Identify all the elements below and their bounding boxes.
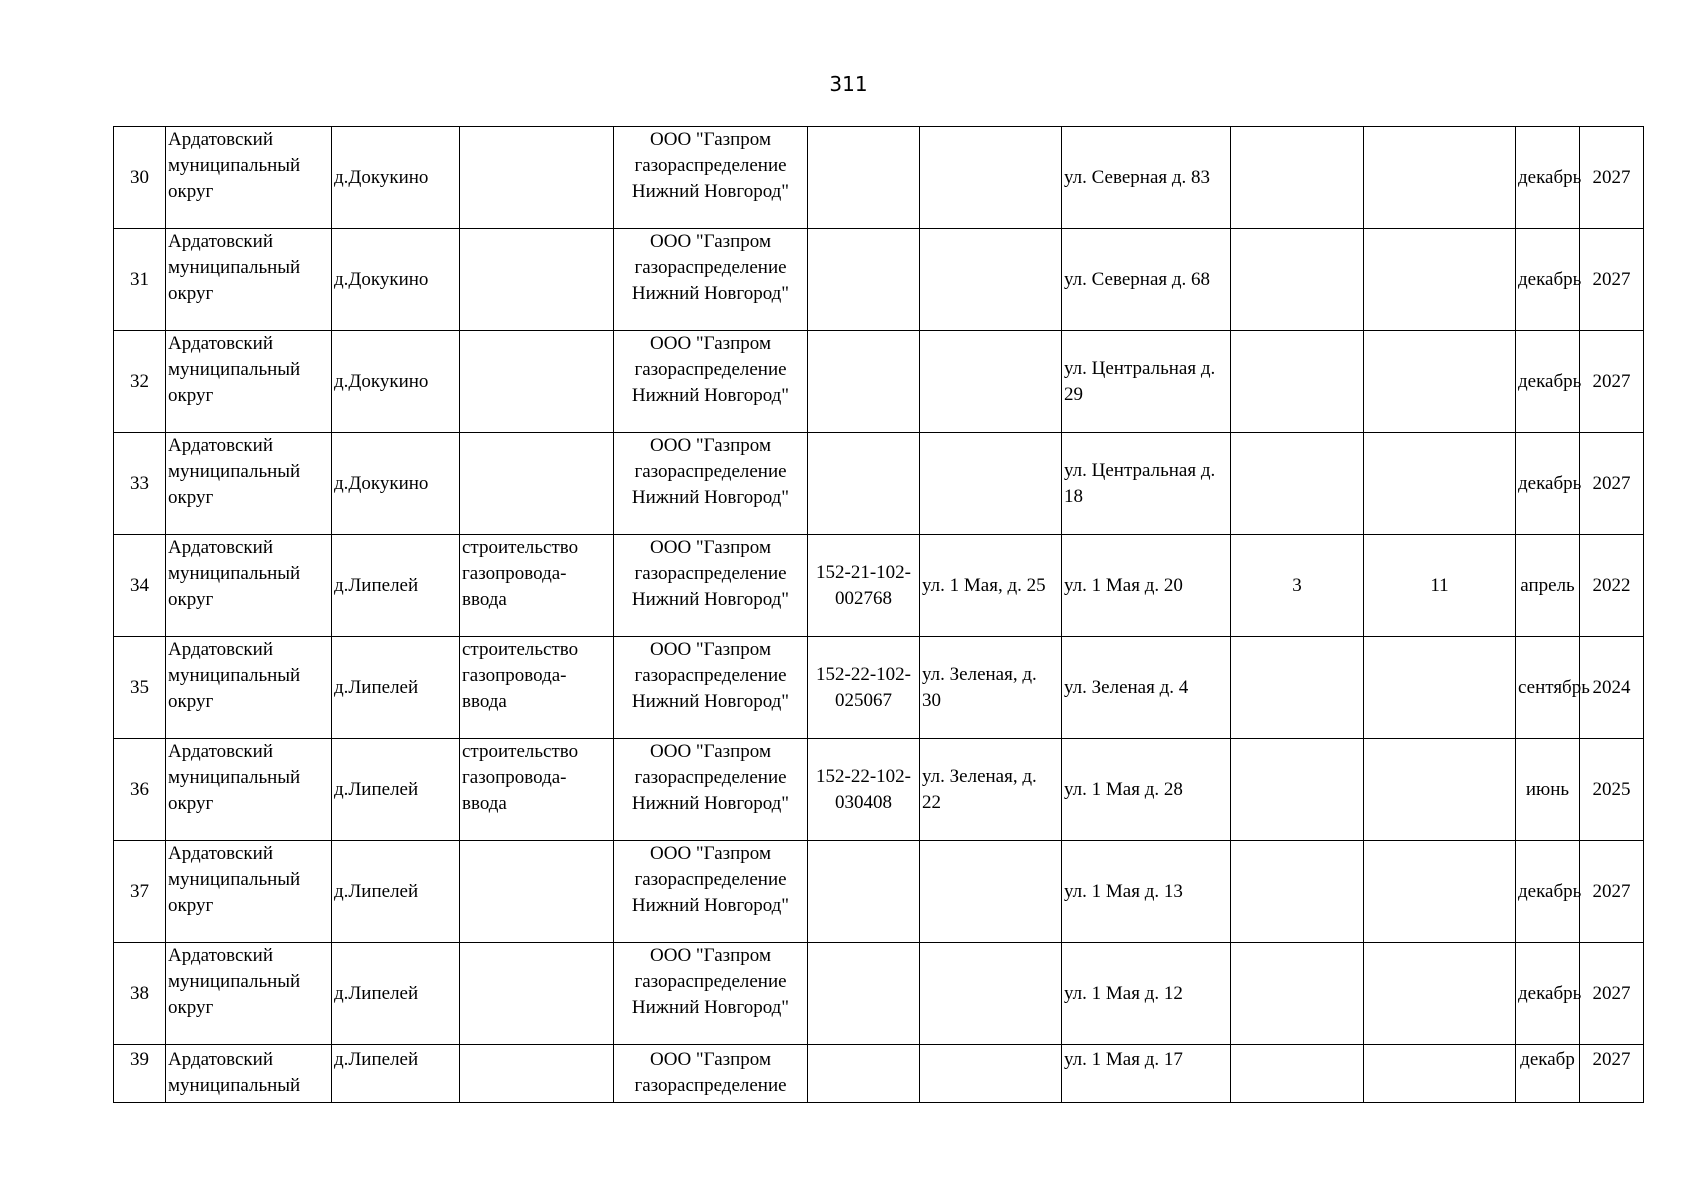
table-row xyxy=(114,229,1644,331)
organization-cell: ООО "Газпром газораспределение Нижний Новгород" xyxy=(614,943,808,1045)
quantity-1-cell xyxy=(1231,229,1364,331)
row-number: 32 xyxy=(114,331,166,433)
work-type-cell xyxy=(460,1045,614,1103)
settlement-cell: д.Липелей xyxy=(332,637,460,739)
address-to-cell: ул. Центральная д. 29 xyxy=(1062,331,1231,433)
object-code-cell xyxy=(808,331,920,433)
municipality-cell: Ардатовский муниципальный округ xyxy=(166,637,332,739)
quantity-1-cell xyxy=(1231,943,1364,1045)
row-number: 37 xyxy=(114,841,166,943)
month-cell: декабрь xyxy=(1516,943,1580,1045)
quantity-2-cell xyxy=(1364,229,1516,331)
address-from-cell: ул. 1 Мая, д. 25 xyxy=(920,535,1062,637)
municipality-cell: Ардатовский муниципальный округ xyxy=(166,535,332,637)
row-number: 30 xyxy=(114,127,166,229)
year-cell: 2027 xyxy=(1580,229,1644,331)
quantity-2-cell xyxy=(1364,739,1516,841)
table-row xyxy=(114,637,1644,739)
month-cell: декабрь xyxy=(1516,127,1580,229)
organization-cell: ООО "Газпром газораспределение xyxy=(614,1045,808,1103)
quantity-1-cell xyxy=(1231,1045,1364,1103)
month-cell: декабрь xyxy=(1516,841,1580,943)
page-number: 311 xyxy=(829,72,868,96)
year-cell: 2024 xyxy=(1580,637,1644,739)
quantity-1-cell xyxy=(1231,433,1364,535)
quantity-2-cell xyxy=(1364,127,1516,229)
table-row xyxy=(114,841,1644,943)
quantity-2-cell xyxy=(1364,331,1516,433)
municipality-cell: Ардатовский муниципальный округ xyxy=(166,943,332,1045)
row-number: 36 xyxy=(114,739,166,841)
quantity-2-cell xyxy=(1364,1045,1516,1103)
month-cell: декабрь xyxy=(1516,229,1580,331)
work-type-cell xyxy=(460,229,614,331)
object-code-cell xyxy=(808,943,920,1045)
year-cell: 2027 xyxy=(1580,127,1644,229)
table-row xyxy=(114,943,1644,1045)
settlement-cell: д.Липелей xyxy=(332,535,460,637)
organization-cell: ООО "Газпром газораспределение Нижний Новгород" xyxy=(614,841,808,943)
address-to-cell: ул. 1 Мая д. 12 xyxy=(1062,943,1231,1045)
row-number: 35 xyxy=(114,637,166,739)
municipality-cell: Ардатовский муниципальный округ xyxy=(166,739,332,841)
address-from-cell xyxy=(920,943,1062,1045)
address-to-cell: ул. 1 Мая д. 13 xyxy=(1062,841,1231,943)
month-cell: сентябрь xyxy=(1516,637,1580,739)
object-code-cell: 152-21-102-002768 xyxy=(808,535,920,637)
settlement-cell: д.Докукино xyxy=(332,433,460,535)
object-code-cell: 152-22-102-030408 xyxy=(808,739,920,841)
table-row xyxy=(114,739,1644,841)
address-from-cell xyxy=(920,331,1062,433)
municipality-cell: Ардатовский муниципальный округ xyxy=(166,229,332,331)
year-cell: 2027 xyxy=(1580,1045,1644,1103)
municipality-cell: Ардатовский муниципальный округ xyxy=(166,127,332,229)
organization-cell: ООО "Газпром газораспределение Нижний Новгород" xyxy=(614,637,808,739)
quantity-2-cell xyxy=(1364,943,1516,1045)
municipality-cell: Ардатовский муниципальный округ xyxy=(166,433,332,535)
municipality-cell: Ардатовский муниципальный округ xyxy=(166,841,332,943)
work-type-cell: строительство газопровода-ввода xyxy=(460,637,614,739)
organization-cell: ООО "Газпром газораспределение Нижний Новгород" xyxy=(614,127,808,229)
address-to-cell: ул. Зеленая д. 4 xyxy=(1062,637,1231,739)
month-cell: декабр xyxy=(1516,1045,1580,1103)
quantity-1-cell xyxy=(1231,841,1364,943)
table-row xyxy=(114,1045,1644,1103)
year-cell: 2027 xyxy=(1580,331,1644,433)
quantity-2-cell xyxy=(1364,637,1516,739)
gasification-table xyxy=(113,126,1644,1103)
settlement-cell: д.Докукино xyxy=(332,229,460,331)
year-cell: 2025 xyxy=(1580,739,1644,841)
address-from-cell xyxy=(920,841,1062,943)
organization-cell: ООО "Газпром газораспределение Нижний Новгород" xyxy=(614,433,808,535)
organization-cell: ООО "Газпром газораспределение Нижний Новгород" xyxy=(614,331,808,433)
address-to-cell: ул. 1 Мая д. 20 xyxy=(1062,535,1231,637)
quantity-2-cell xyxy=(1364,841,1516,943)
address-from-cell: ул. Зеленая, д. 22 xyxy=(920,739,1062,841)
table-row xyxy=(114,127,1644,229)
table-row xyxy=(114,331,1644,433)
work-type-cell xyxy=(460,841,614,943)
year-cell: 2022 xyxy=(1580,535,1644,637)
quantity-2-cell: 11 xyxy=(1364,535,1516,637)
quantity-1-cell xyxy=(1231,739,1364,841)
municipality-cell: Ардатовский муниципальный округ xyxy=(166,331,332,433)
month-cell: апрель xyxy=(1516,535,1580,637)
table-body xyxy=(114,127,1644,1103)
quantity-1-cell xyxy=(1231,637,1364,739)
quantity-2-cell xyxy=(1364,433,1516,535)
year-cell: 2027 xyxy=(1580,841,1644,943)
row-number: 34 xyxy=(114,535,166,637)
quantity-1-cell xyxy=(1231,127,1364,229)
address-to-cell: ул. Северная д. 68 xyxy=(1062,229,1231,331)
settlement-cell: д.Докукино xyxy=(332,331,460,433)
table-row xyxy=(114,433,1644,535)
row-number: 31 xyxy=(114,229,166,331)
address-from-cell xyxy=(920,433,1062,535)
object-code-cell xyxy=(808,127,920,229)
settlement-cell: д.Докукино xyxy=(332,127,460,229)
month-cell: декабрь xyxy=(1516,433,1580,535)
object-code-cell: 152-22-102-025067 xyxy=(808,637,920,739)
object-code-cell xyxy=(808,1045,920,1103)
address-from-cell xyxy=(920,1045,1062,1103)
year-cell: 2027 xyxy=(1580,943,1644,1045)
work-type-cell xyxy=(460,331,614,433)
table-row xyxy=(114,535,1644,637)
month-cell: июнь xyxy=(1516,739,1580,841)
organization-cell: ООО "Газпром газораспределение Нижний Новгород" xyxy=(614,229,808,331)
row-number: 33 xyxy=(114,433,166,535)
organization-cell: ООО "Газпром газораспределение Нижний Новгород" xyxy=(614,535,808,637)
month-cell: декабрь xyxy=(1516,331,1580,433)
address-to-cell: ул. Центральная д. 18 xyxy=(1062,433,1231,535)
organization-cell: ООО "Газпром газораспределение Нижний Новгород" xyxy=(614,739,808,841)
object-code-cell xyxy=(808,841,920,943)
quantity-1-cell: 3 xyxy=(1231,535,1364,637)
work-type-cell xyxy=(460,127,614,229)
year-cell: 2027 xyxy=(1580,433,1644,535)
object-code-cell xyxy=(808,433,920,535)
settlement-cell: д.Липелей xyxy=(332,841,460,943)
work-type-cell: строительство газопровода-ввода xyxy=(460,535,614,637)
work-type-cell xyxy=(460,943,614,1045)
address-from-cell xyxy=(920,229,1062,331)
address-from-cell xyxy=(920,127,1062,229)
municipality-cell: Ардатовский муниципальный xyxy=(166,1045,332,1103)
work-type-cell: строительство газопровода-ввода xyxy=(460,739,614,841)
settlement-cell: д.Липелей xyxy=(332,1045,460,1103)
address-from-cell: ул. Зеленая, д. 30 xyxy=(920,637,1062,739)
row-number: 39 xyxy=(114,1045,166,1103)
settlement-cell: д.Липелей xyxy=(332,739,460,841)
settlement-cell: д.Липелей xyxy=(332,943,460,1045)
work-type-cell xyxy=(460,433,614,535)
address-to-cell: ул. 1 Мая д. 17 xyxy=(1062,1045,1231,1103)
quantity-1-cell xyxy=(1231,331,1364,433)
object-code-cell xyxy=(808,229,920,331)
row-number: 38 xyxy=(114,943,166,1045)
address-to-cell: ул. Северная д. 83 xyxy=(1062,127,1231,229)
address-to-cell: ул. 1 Мая д. 28 xyxy=(1062,739,1231,841)
